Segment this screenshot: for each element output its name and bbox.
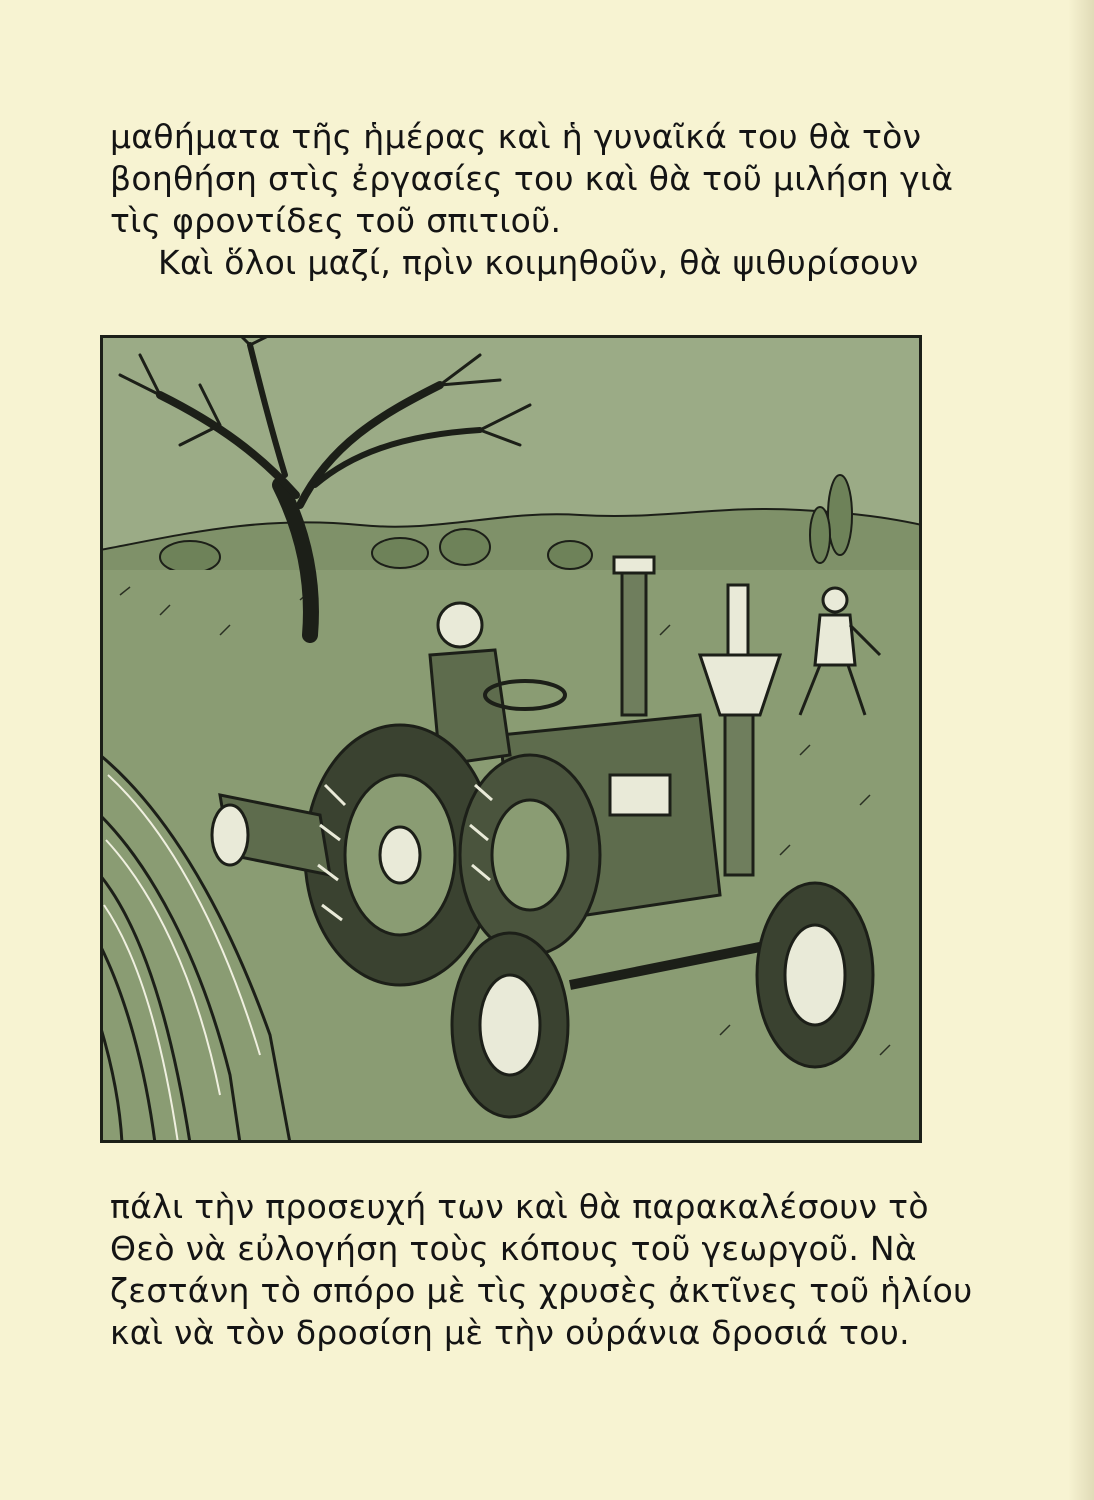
text-line: πάλι τὴν προσευχή των καὶ θὰ παρακαλέσουν τὸ — [110, 1187, 929, 1226]
tractor-plowing-field-icon — [100, 335, 922, 1143]
page-edge-shadow — [1068, 0, 1094, 1500]
tractor-illustration — [100, 335, 922, 1143]
text-line: μαθήματα τῆς ἡμέρας καὶ ἡ γυναῖκά του θὰ τὸν — [110, 117, 922, 156]
text-line: τὶς φροντίδες τοῦ σπιτιοῦ. — [110, 201, 562, 240]
text-line: καὶ νὰ τὸν δροσίση μὲ τὴν οὐράνια δροσιά του. — [110, 1313, 910, 1352]
paragraph-start-line: Καὶ ὅλοι μαζί, πρὶν κοιμηθοῦν, θὰ ψιθυρίσουν — [158, 243, 919, 282]
top-text-block — [110, 116, 954, 284]
bottom-text-block — [110, 1186, 973, 1354]
text-line: Θεὸ νὰ εὐλογήση τοὺς κόπους τοῦ γεωργοῦ. Νὰ — [110, 1229, 917, 1268]
text-line: ζεστάνη τὸ σπόρο μὲ τὶς χρυσὲς ἀκτῖνες τοῦ ἡλίου — [110, 1271, 973, 1310]
text-line: βοηθήση στὶς ἐργασίες του καὶ θὰ τοῦ μιλήση γιὰ — [110, 159, 954, 198]
